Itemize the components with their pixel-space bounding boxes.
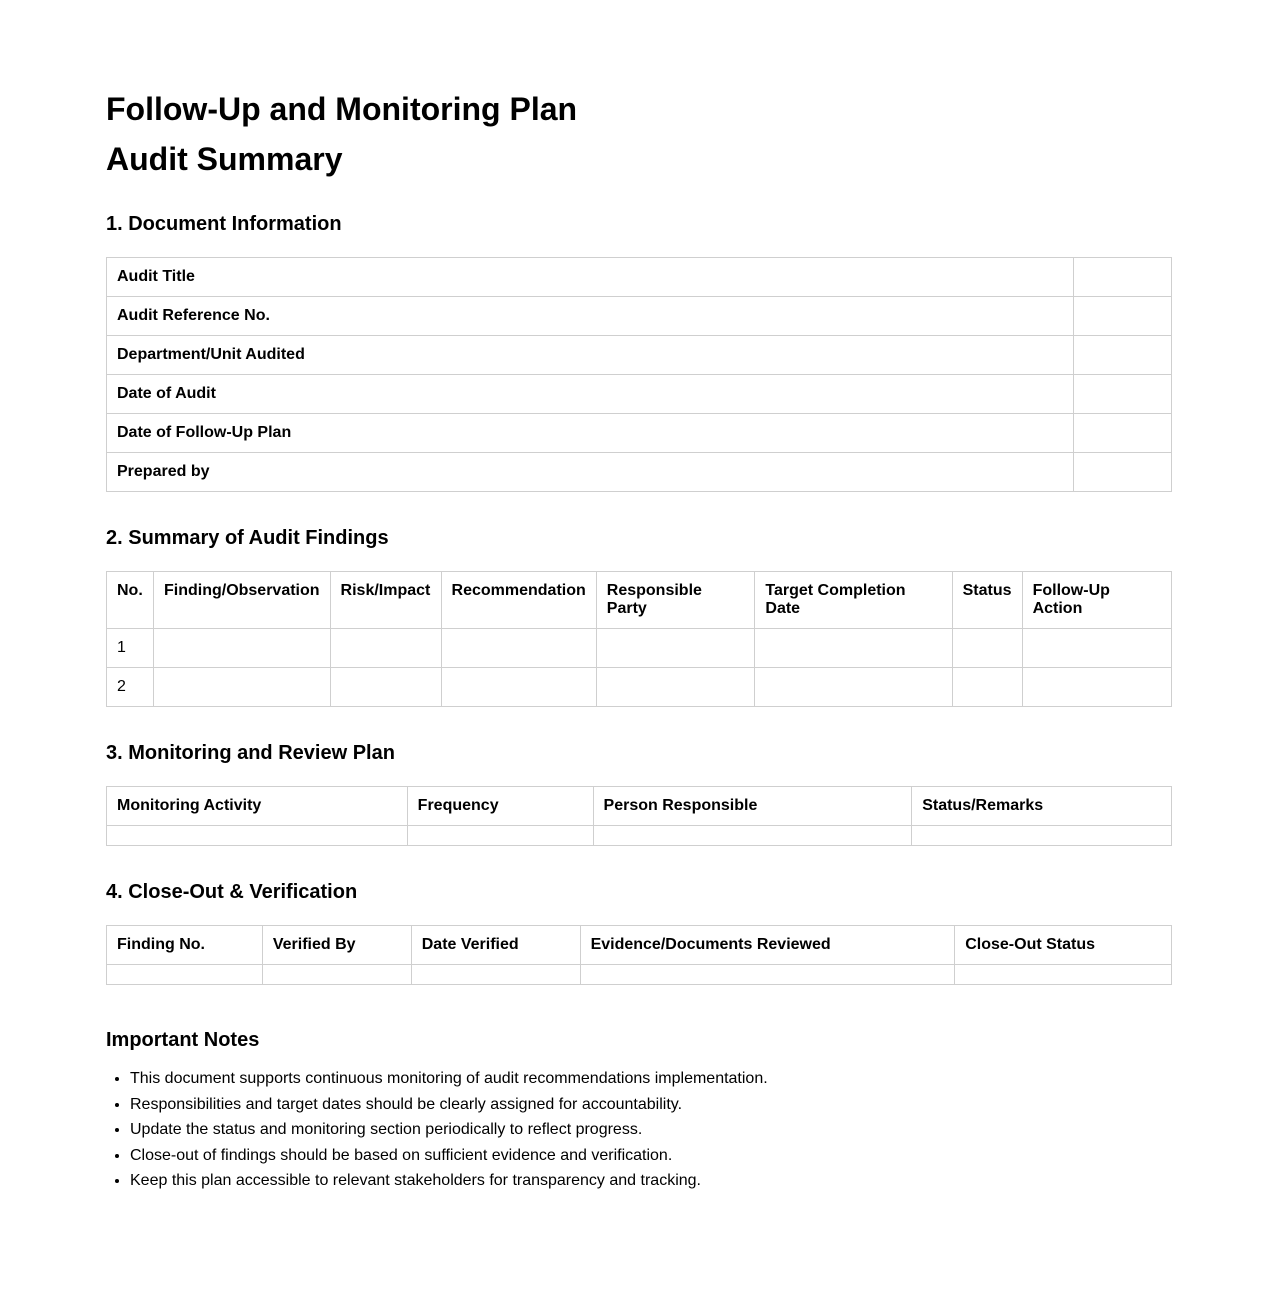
info-value-cell <box>1074 258 1172 297</box>
column-header: Monitoring Activity <box>107 787 408 826</box>
table-header-row <box>107 926 1172 965</box>
table-cell <box>407 826 593 846</box>
table-cell <box>955 965 1172 985</box>
table-cell <box>596 629 755 668</box>
table-cell <box>912 826 1172 846</box>
section-heading-document-information: 1. Document Information <box>106 213 342 235</box>
column-header: Recommendation <box>441 572 596 629</box>
table-header-row <box>107 572 1172 629</box>
table-cell <box>952 668 1022 707</box>
list-item: • Keep this plan accessible to relevant stakeholders for transparency and tracking. <box>130 1168 1172 1194</box>
column-header: No. <box>107 572 154 629</box>
table-cell <box>153 668 330 707</box>
info-label: Date of Audit <box>107 375 1074 414</box>
column-header: Follow-Up Action <box>1022 572 1171 629</box>
info-label: Department/Unit Audited <box>107 336 1074 375</box>
info-value-cell <box>1074 414 1172 453</box>
table-cell <box>1022 629 1171 668</box>
table-cell <box>952 629 1022 668</box>
info-label: Audit Reference No. <box>107 297 1074 336</box>
info-label: Audit Title <box>107 258 1074 297</box>
table-row <box>107 258 1172 297</box>
table-cell <box>441 668 596 707</box>
list-item: • Close-out of findings should be based on sufficient evidence and verification. <box>130 1143 1172 1169</box>
column-header: Person Responsible <box>593 787 912 826</box>
column-header: Status/Remarks <box>912 787 1172 826</box>
table-row <box>107 453 1172 492</box>
table-row <box>107 336 1172 375</box>
table-cell <box>755 629 952 668</box>
list-item: • This document supports continuous monitoring of audit recommendations implementation. <box>130 1066 1172 1092</box>
column-header: Responsible Party <box>596 572 755 629</box>
column-header: Status <box>952 572 1022 629</box>
column-header: Date Verified <box>411 926 580 965</box>
audit-findings-table <box>106 571 1172 707</box>
column-header: Frequency <box>407 787 593 826</box>
column-header: Close-Out Status <box>955 926 1172 965</box>
table-cell <box>755 668 952 707</box>
table-row <box>107 668 1172 707</box>
column-header: Risk/Impact <box>330 572 441 629</box>
column-header: Evidence/Documents Reviewed <box>580 926 955 965</box>
finding-number-cell: 2 <box>107 668 154 707</box>
table-row <box>107 965 1172 985</box>
info-value-cell <box>1074 297 1172 336</box>
list-item: • Update the status and monitoring section periodically to reflect progress. <box>130 1117 1172 1143</box>
table-row <box>107 375 1172 414</box>
section-heading-monitoring-review: 3. Monitoring and Review Plan <box>106 742 395 764</box>
table-cell <box>153 629 330 668</box>
info-value-cell <box>1074 336 1172 375</box>
table-cell <box>441 629 596 668</box>
info-value-cell <box>1074 453 1172 492</box>
table-cell <box>330 668 441 707</box>
table-cell <box>107 965 263 985</box>
table-cell <box>580 965 955 985</box>
info-label: Prepared by <box>107 453 1074 492</box>
column-header: Finding No. <box>107 926 263 965</box>
monitoring-plan-table <box>106 786 1172 846</box>
section-heading-audit-findings: 2. Summary of Audit Findings <box>106 527 389 549</box>
section-heading-important-notes: Important Notes <box>106 1029 260 1051</box>
section-heading-close-out: 4. Close-Out & Verification <box>106 881 358 903</box>
document-title: Follow-Up and Monitoring Plan <box>106 91 578 127</box>
table-cell <box>593 826 912 846</box>
table-row <box>107 297 1172 336</box>
table-cell <box>596 668 755 707</box>
table-cell <box>1022 668 1171 707</box>
table-cell <box>411 965 580 985</box>
table-header-row <box>107 787 1172 826</box>
table-row <box>107 826 1172 846</box>
document-subtitle: Audit Summary <box>106 141 343 177</box>
table-row <box>107 414 1172 453</box>
column-header: Verified By <box>262 926 411 965</box>
table-row <box>107 629 1172 668</box>
list-item: • Responsibilities and target dates should be clearly assigned for accountability. <box>130 1092 1172 1118</box>
info-label: Date of Follow-Up Plan <box>107 414 1074 453</box>
document-page <box>106 0 1172 1194</box>
column-header: Target Completion Date <box>755 572 952 629</box>
table-cell <box>262 965 411 985</box>
info-value-cell <box>1074 375 1172 414</box>
close-out-table <box>106 925 1172 985</box>
notes-list <box>106 1066 1172 1194</box>
document-information-table <box>106 257 1172 492</box>
table-cell <box>330 629 441 668</box>
table-cell <box>107 826 408 846</box>
column-header: Finding/Observation <box>153 572 330 629</box>
finding-number-cell: 1 <box>107 629 154 668</box>
